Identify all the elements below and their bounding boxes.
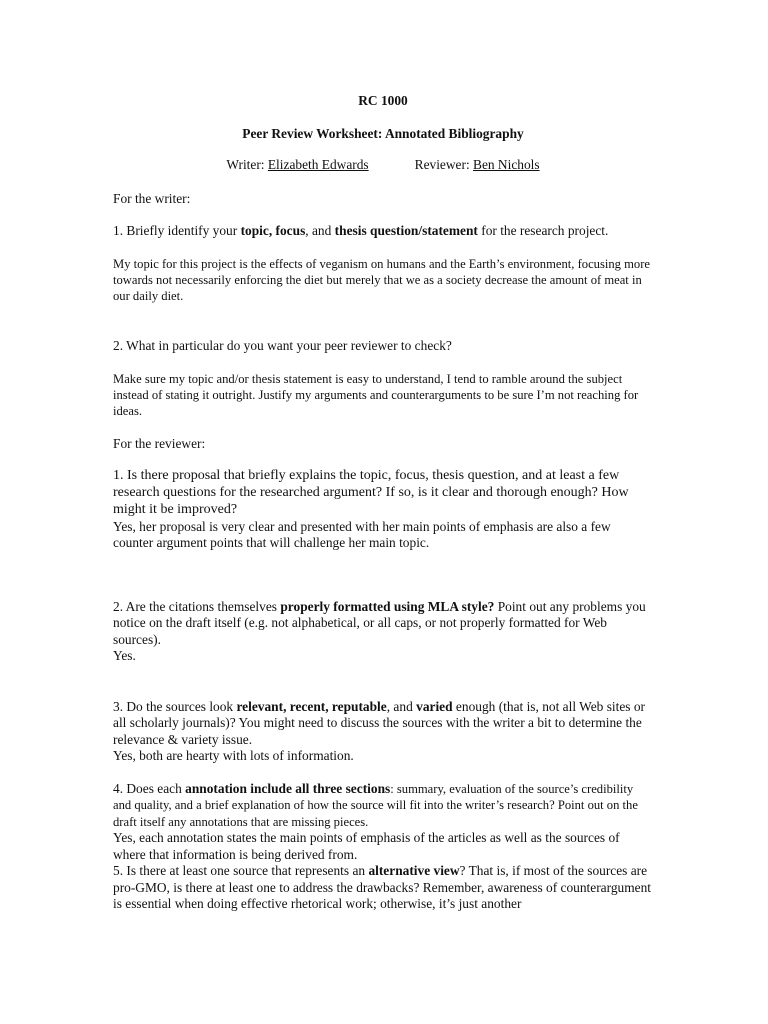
writer-answer-1: My topic for this project is the effects of veganism on humans and the Earth’s environment, focusing more towards not necessarily enforcing the diet but merely that we as a society decrease the amount of meat in our daily diet.	[113, 256, 650, 304]
writer-question-2: 2. What in particular do you want your peer reviewer to check?	[113, 338, 452, 354]
reviewer-section-heading: For the reviewer:	[113, 435, 206, 451]
reviewer-question-3: 3. Do the sources look relevant, recent, reputable, and varied enough (that is, not all Web sites or all scholarly journals)? You might need to discuss the sources with the writer a bit to determine the relevance & variety issue.	[113, 698, 646, 747]
reviewer-name: Ben Nichols	[473, 157, 540, 172]
reviewer-question-4: 4. Does each annotation include all three sections: summary, evaluation of the source’s credibility and quality, and a brief explanation of how the source will fit into the writer’s research? Point out on the draft itself any annotations that are missing pieces.	[113, 780, 638, 829]
reviewer-answer-4: Yes, each annotation states the main points of emphasis of the articles as well as the sources of where that information is being derived from.	[113, 830, 620, 862]
reviewer-answer-1: Yes, her proposal is very clear and presented with her main points of emphasis are also a few counter argument points that will challenge her main topic.	[113, 518, 611, 551]
reviewer-answer-3: Yes, both are hearty with lots of information.	[113, 748, 354, 764]
reviewer-question-1: 1. Is there proposal that briefly explains the topic, focus, thesis question, and at least a few research questions for the researched argument? If so, is it clear and thorough enough? How might it be improved?	[113, 468, 629, 517]
writer-question-1: 1. Briefly identify your topic, focus, and thesis question/statement for the research project.	[113, 223, 609, 238]
page-title: Peer Review Worksheet: Annotated Bibliography	[242, 125, 524, 141]
reviewer-question-5: 5. Is there at least one source that represents an alternative view? That is, if most of the sources are pro-GMO, is there at least one to address the drawbacks? Remember, awareness of counterargument is essential when doing effective rhetorical work; otherwise, it’s just another	[113, 863, 651, 912]
reviewer-answer-2: Yes.	[113, 648, 136, 664]
course-code: RC 1000	[358, 93, 408, 108]
document-body	[113, 93, 653, 913]
writer-answer-2: Make sure my topic and/or thesis statement is easy to understand, I tend to ramble around the subject instead of stating it outright. Justify my arguments and counterarguments to be sure I’m not reaching for ideas.	[113, 371, 639, 419]
writer-name: Elizabeth Edwards	[267, 157, 369, 172]
writer-section-heading: For the writer:	[113, 190, 191, 206]
reviewer-question-2: 2. Are the citations themselves properly formatted using MLA style? Point out any problems you notice on the draft itself (e.g. not alphabetical, or all caps, or not properly formatted for Web sources).	[113, 598, 646, 647]
writer-label: Writer:	[226, 157, 268, 172]
reviewer-label: Reviewer:	[414, 157, 474, 172]
writer-reviewer-line	[113, 157, 653, 174]
